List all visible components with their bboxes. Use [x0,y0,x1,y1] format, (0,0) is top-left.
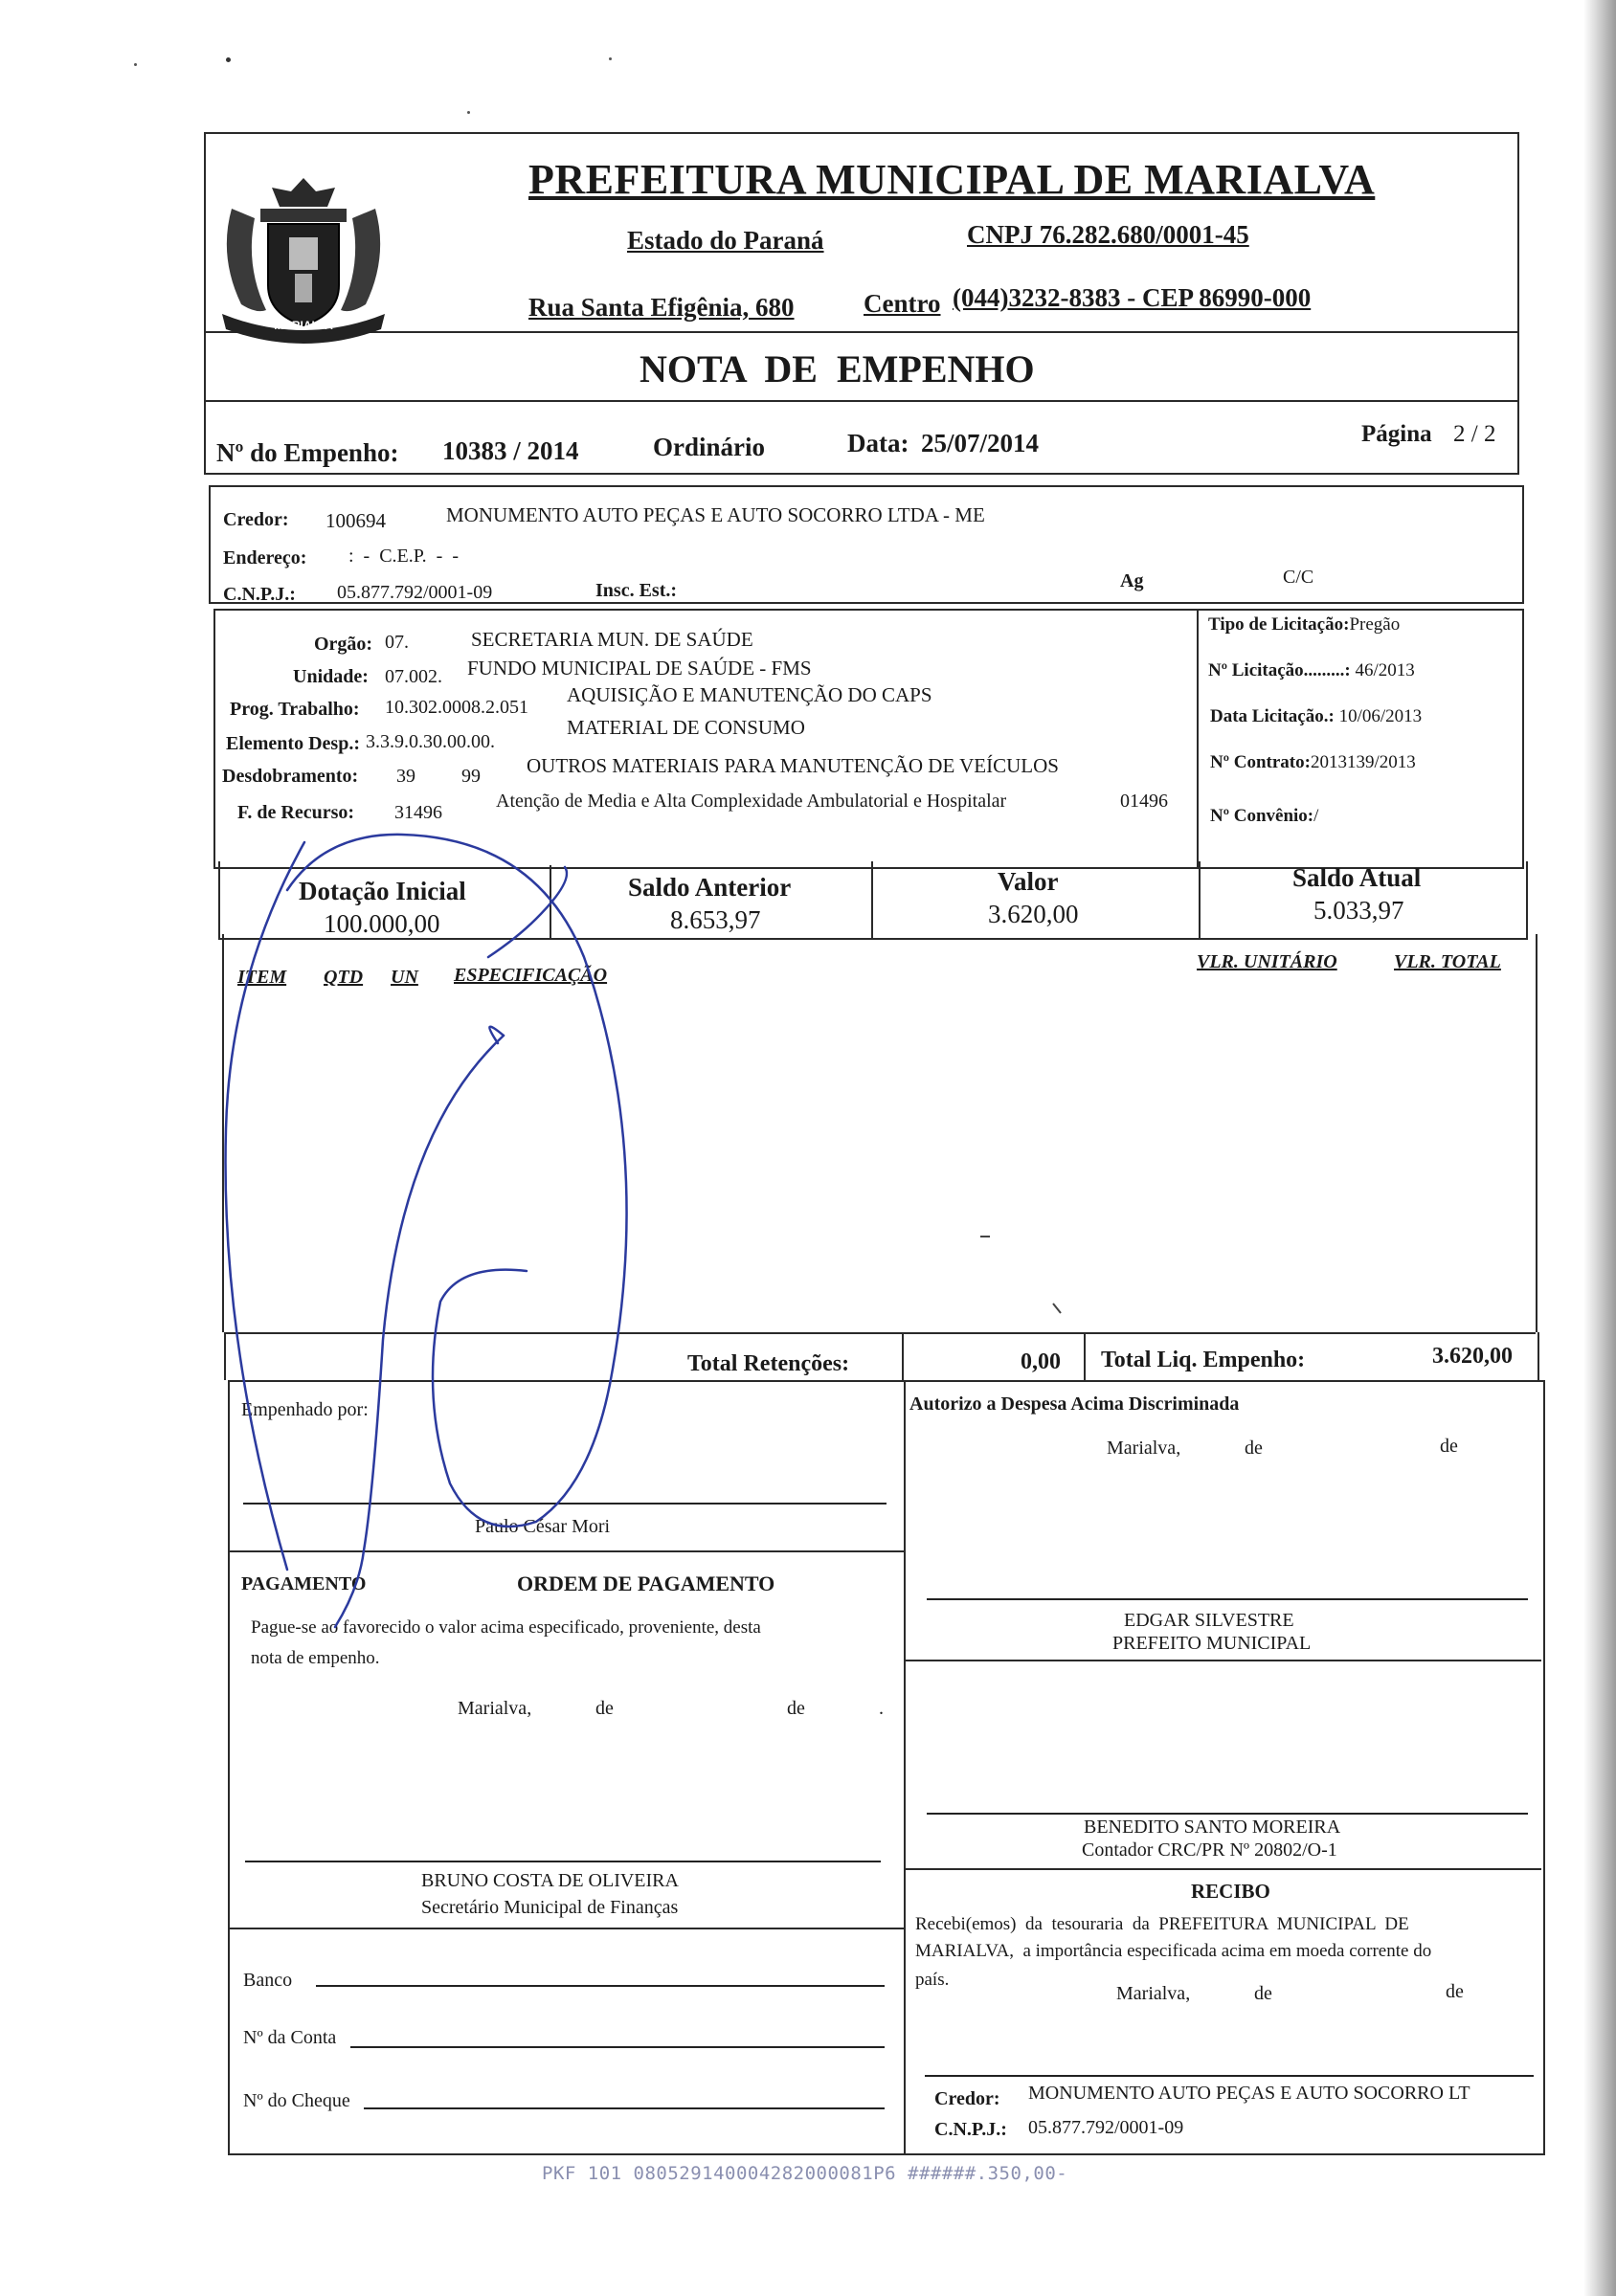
recurso-code: 31496 [394,802,442,823]
autorizo-label: Autorizo a Despesa Acima Discriminada [909,1393,1240,1415]
empenhado-label: Empenhado por: [241,1399,369,1420]
recurso-name: Atenção de Media e Alta Complexidade Ambulatorial e Hospitalar [496,791,1007,812]
banco-label: Banco [243,1970,293,1991]
recibo-text-line3: país. [915,1970,950,1990]
items-header-total-value: VLR. TOTAL [1394,951,1501,972]
autorizo-de2: de [1440,1436,1458,1457]
items-header-un: UN [391,967,418,988]
credor-insc-label: Insc. Est.: [595,580,678,601]
empenho-kind: Ordinário [653,433,766,461]
contador-title: Contador CRC/PR Nº 20802/O-1 [1082,1839,1337,1861]
empenho-number-label: Nº do Empenho: [216,438,399,467]
unidade-label: Unidade: [293,666,369,687]
empenho-number: 10383 / 2014 [442,436,579,465]
items-header-spec: ESPECIFICAÇÃO [454,965,608,986]
convenio-value: / [1313,806,1319,826]
recibo-de2: de [1446,1981,1464,2002]
recurso-code2: 01496 [1120,791,1168,812]
credor-address: : - C.E.P. - - [348,546,459,567]
contador-name: BENEDITO SANTO MOREIRA [1084,1817,1341,1838]
ordem-text-line1: Pague-se ao favorecido o valor acima especificado, proveniente, desta [251,1617,761,1638]
credor-cnpj-label: C.N.P.J.: [223,584,296,605]
address-label: Rua Santa Efigênia, 680 [528,293,795,322]
numero-licitacao-value: 46/2013 [1355,660,1415,680]
credor-address-label: Endereço: [223,547,307,568]
recibo-credor-name: MONUMENTO AUTO PEÇAS E AUTO SOCORRO LT [1028,2083,1470,2104]
prefeito-name: EDGAR SILVESTRE [1124,1610,1294,1631]
prefeito-title: PREFEITO MUNICIPAL [1112,1633,1312,1654]
desdobramento-b: 99 [461,766,481,787]
cnpj-label: CNPJ 76.282.680/0001-45 [967,220,1249,249]
prog-name: AQUISIÇÃO E MANUTENÇÃO DO CAPS [567,683,932,706]
recibo-text-line1: Recebi(emos) da tesouraria da PREFEITURA MUNICIPAL DE [915,1914,1409,1934]
tipo-licitacao-label-text: Tipo de Licitação: [1208,614,1350,635]
ordem-dot: . [879,1698,884,1719]
ordem-de1: de [595,1698,614,1719]
empenhado-name: Paulo César Mori [475,1516,611,1537]
dotacao-inicial-label: Dotação Inicial [299,877,466,905]
credor-cnpj: 05.877.792/0001-09 [337,582,493,603]
recibo-city: Marialva, [1116,1983,1191,2004]
orgao-label: Orgão: [314,634,373,655]
svg-text:MARIALVA: MARIALVA [274,319,333,332]
elemento-name: MATERIAL DE CONSUMO [567,716,805,739]
recibo-cnpj: 05.877.792/0001-09 [1028,2117,1184,2138]
prog-label: Prog. Trabalho: [230,699,360,720]
items-header-qtd: QTD [324,967,364,988]
valor-label: Valor [998,867,1059,896]
convenio-label-text: Nº Convênio: [1210,806,1314,826]
total-liquido-label: Total Liq. Empenho: [1101,1348,1306,1372]
unidade-code: 07.002. [385,666,442,687]
state-label: Estado do Paraná [627,226,824,255]
empenho-date-label: Data: [847,429,909,457]
total-retencoes-label: Total Retenções: [687,1351,850,1376]
dotacao-inicial-value: 100.000,00 [324,909,440,938]
saldo-atual-value: 5.033,97 [1313,896,1404,925]
items-header-unit-value: VLR. UNITÁRIO [1197,951,1337,972]
phone-cep-label: (044)3232-8383 - CEP 86990-000 [953,283,1312,312]
recibo-label: RECIBO [1191,1880,1270,1903]
autorizo-city: Marialva, [1107,1438,1181,1459]
ordem-city: Marialva, [458,1698,532,1719]
total-liquido-value: 3.620,00 [1432,1344,1513,1369]
credor-name: MONUMENTO AUTO PEÇAS E AUTO SOCORRO LTDA - ME [446,503,985,526]
desdobramento-name: OUTROS MATERIAIS PARA MANUTENÇÃO DE VEÍCULOS [527,754,1059,777]
saldo-atual-label: Saldo Atual [1292,863,1422,892]
autorizo-de1: de [1245,1438,1263,1459]
ordem-de2: de [787,1698,805,1719]
credor-cc-label: C/C [1283,567,1314,588]
neighborhood-label: Centro [864,289,941,318]
elemento-label: Elemento Desp.: [226,733,360,754]
secretario-name: BRUNO COSTA DE OLIVEIRA [421,1870,679,1891]
desdobramento-label: Desdobramento: [222,766,359,787]
data-licitacao-label-text: Data Licitação.: [1210,706,1335,726]
credor-ag-label: Ag [1120,570,1144,591]
valor-value: 3.620,00 [988,900,1079,928]
conta-label: Nº da Conta [243,2027,337,2048]
desdobramento-a: 39 [396,766,415,787]
document-type: NOTA DE EMPENHO [640,347,1035,390]
ordem-text-line2: nota de empenho. [251,1648,380,1668]
prog-code: 10.302.0008.2.051 [385,697,528,718]
orgao-name: SECRETARIA MUN. DE SAÚDE [471,628,753,651]
credor-code: 100694 [325,509,386,532]
saldo-anterior-label: Saldo Anterior [628,873,792,902]
secretario-title: Secretário Municipal de Finanças [421,1897,679,1918]
cheque-label: Nº do Cheque [243,2090,350,2111]
bank-stamp: PKF 101 080529140004282000081P6 ######.350,00- [542,2163,1068,2184]
tipo-licitacao-value: Pregão [1349,614,1401,635]
ordem-pagamento-label: ORDEM DE PAGAMENTO [517,1572,775,1595]
data-licitacao-value: 10/06/2013 [1338,706,1423,726]
recibo-cnpj-label: C.N.P.J.: [934,2119,1007,2140]
recibo-de1: de [1254,1983,1272,2004]
credor-label: Credor: [223,509,289,530]
page-number: 2 / 2 [1453,421,1496,447]
saldo-anterior-value: 8.653,97 [670,905,761,934]
orgao-code: 07. [385,632,409,653]
page-number-label: Página [1361,421,1432,447]
empenho-date: 25/07/2014 [921,429,1040,457]
contrato-label-text: Nº Contrato: [1210,752,1311,772]
elemento-code: 3.3.9.0.30.00.00. [366,731,495,752]
recibo-text-line2: MARIALVA, a importância especificada acima em moeda corrente do [915,1941,1432,1961]
pagamento-label: PAGAMENTO [241,1573,367,1594]
recurso-label: F. de Recurso: [237,802,355,823]
numero-licitacao-label-text: Nº Licitação.........: [1208,660,1351,680]
unidade-name: FUNDO MUNICIPAL DE SAÚDE - FMS [467,657,812,680]
page-title: PREFEITURA MUNICIPAL DE MARIALVA [528,156,1376,203]
total-retencoes-value: 0,00 [1021,1349,1061,1374]
contrato-value: 2013139/2013 [1310,752,1416,772]
items-header-item: ITEM [237,967,287,988]
recibo-credor-label: Credor: [934,2088,1000,2109]
